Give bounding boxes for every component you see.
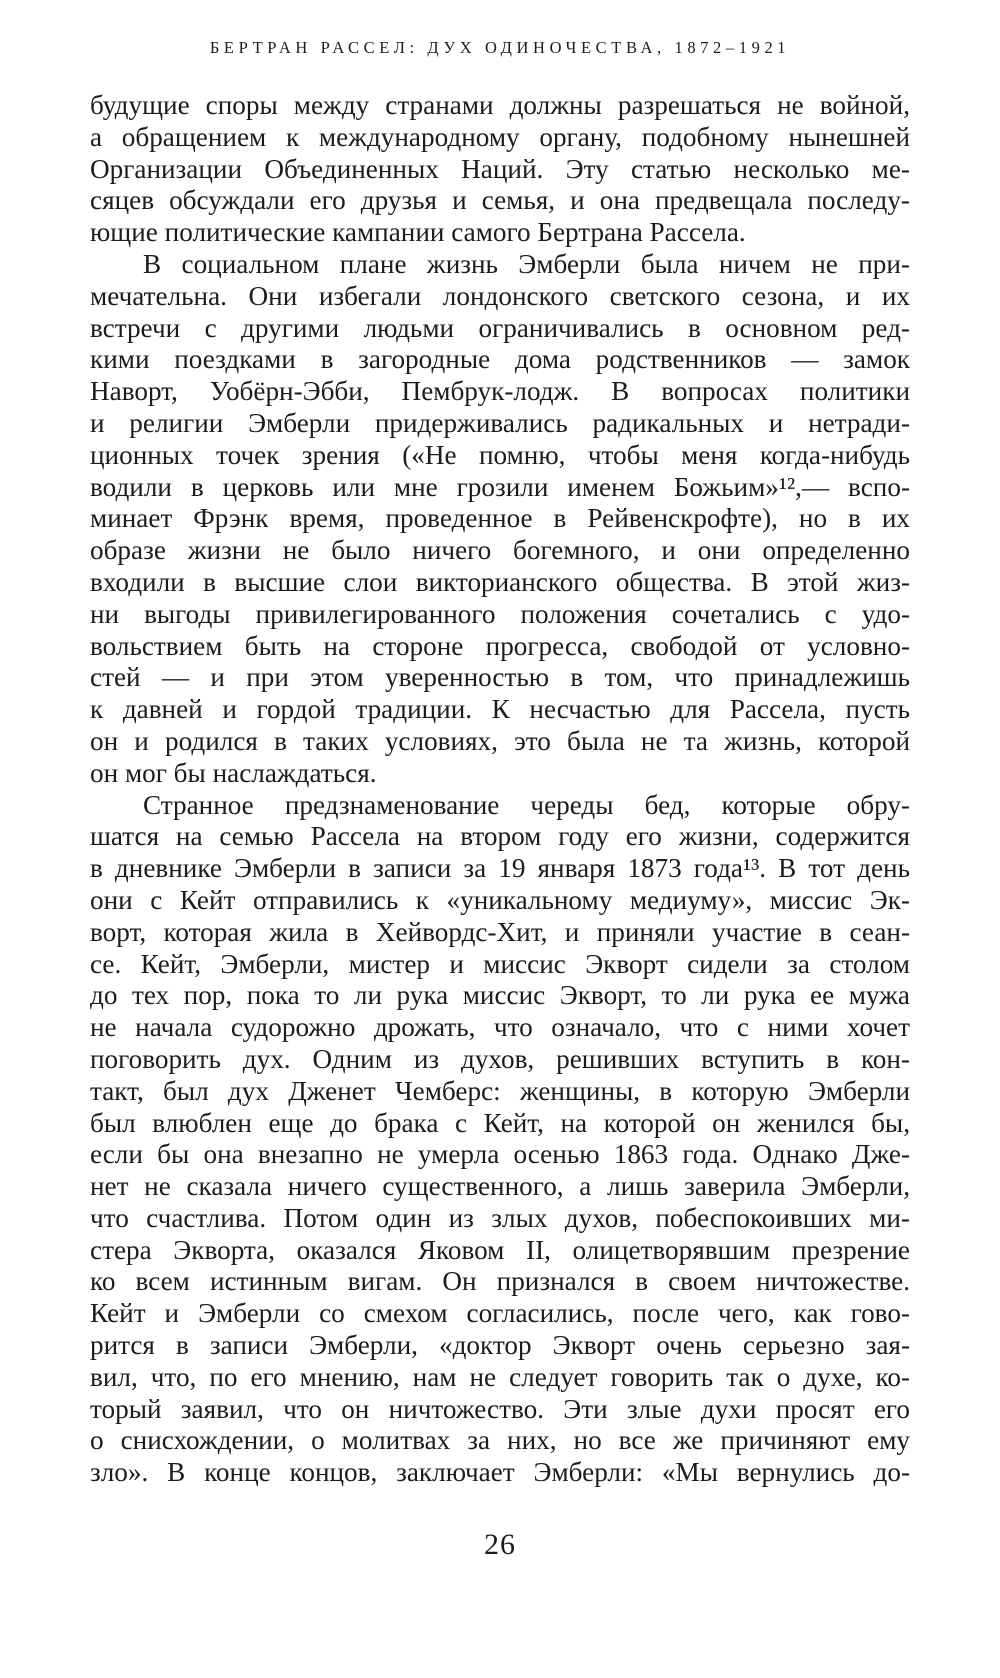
- text-line: В социальном плане жизнь Эмберли была ничем не при-: [143, 248, 910, 279]
- text-line: ющие политические кампании самого Бертрана Рассела.: [90, 217, 746, 248]
- text-line: ворт, которая жила в Хейвордс-Хит, и приняли участие в сеан-: [90, 916, 910, 947]
- text-line: стей — и при этом уверенностью в том, что принадлежишь: [90, 662, 910, 693]
- text-line: поговорить дух. Одним из духов, решивших вступить в кон-: [90, 1043, 910, 1074]
- text-line: к давней и гордой традиции. К несчастью для Рассела, пусть: [90, 694, 910, 725]
- text-line: мечательна. Они избегали лондонского светского сезона, и их: [90, 280, 910, 311]
- text-line: шатся на семью Рассела на втором году его жизни, содержится: [90, 821, 910, 852]
- text-line: и религии Эмберли придерживались радикальных и нетради-: [90, 407, 910, 438]
- text-line: он мог бы наслаждаться.: [90, 757, 377, 788]
- text-line: он и родился в таких условиях, это была не та жизнь, которой: [90, 725, 910, 756]
- text-line: минает Фрэнк время, проведенное в Рейвенскрофте), но в их: [90, 503, 910, 534]
- text-line: в дневнике Эмберли в записи за 19 января 1873 года¹³. В тот день: [90, 853, 910, 884]
- text-line: стера Экворта, оказался Яковом II, олицетворявшим презрение: [90, 1234, 910, 1265]
- running-head: БЕРТРАН РАССЕЛ: ДУХ ОДИНОЧЕСТВА, 1872–1921: [209, 38, 791, 57]
- text-line: ни выгоды привилегированного положения сочетались с удо-: [90, 598, 910, 629]
- text-line: Кейт и Эмберли со смехом согласились, после чего, как гово-: [90, 1298, 910, 1329]
- paragraph-1: [90, 90, 910, 249]
- text-line: Странное предзнаменование череды бед, которые обру-: [143, 789, 910, 820]
- text-line: вольствием быть на стороне прогресса, свободой от условно-: [90, 630, 910, 661]
- text-line: Организации Объединенных Наций. Эту статью несколько ме-: [90, 153, 910, 184]
- text-line: до тех пор, пока то ли рука миссис Экворт, то ли рука ее мужа: [90, 980, 910, 1011]
- text-line: ционных точек зрения («Не помню, чтобы меня когда-нибудь: [90, 439, 910, 470]
- text-line: о снисхождении, о молитвах за них, но все же причиняют ему: [90, 1425, 910, 1456]
- paragraph-2: [90, 249, 910, 790]
- text-line: если бы она внезапно не умерла осенью 1863 года. Однако Дже-: [90, 1139, 910, 1170]
- paragraph-3: [90, 790, 910, 1490]
- text-line: что счастлива. Потом один из злых духов, побеспокоивших ми-: [90, 1202, 910, 1233]
- text-line: рится в записи Эмберли, «доктор Экворт очень серьезно зая-: [90, 1330, 910, 1361]
- text-line: Наворт, Уобёрн-Эбби, Пембрук-лодж. В вопросах политики: [90, 376, 910, 407]
- text-line: был влюблен еще до брака с Кейт, на которой он женился бы,: [90, 1107, 910, 1138]
- text-line: они с Кейт отправились к «уникальному медиуму», миссис Эк-: [90, 884, 910, 915]
- book-page: [90, 0, 910, 1678]
- text-line: се. Кейт, Эмберли, мистер и миссис Экворт сидели за столом: [90, 948, 910, 979]
- text-line: водили в церковь или мне грозили именем Божьим»¹²,— вспо-: [90, 471, 910, 502]
- body-text: [90, 90, 910, 1489]
- text-line: не начала судорожно дрожать, что означало, что с ними хочет: [90, 1012, 910, 1043]
- text-line: будущие споры между странами должны разрешаться не войной,: [90, 90, 910, 120]
- text-line: встречи с другими людьми ограничивались в основном ред-: [90, 312, 910, 343]
- text-line: а обращением к международному органу, подобному нынешней: [90, 121, 910, 152]
- text-line: такт, был дух Дженет Чемберс: женщины, в которую Эмберли: [90, 1075, 910, 1106]
- text-line: нет не сказала ничего существенного, а лишь заверила Эмберли,: [90, 1171, 910, 1202]
- text-line: сяцев обсуждали его друзья и семья, и она предвещала последу-: [90, 185, 910, 216]
- text-line: ко всем истинным вигам. Он признался в своем ничтожестве.: [90, 1266, 910, 1297]
- text-line: кими поездками в загородные дома родственников — замок: [90, 344, 910, 375]
- text-line: образе жизни не было ничего богемного, и они определенно: [90, 535, 910, 566]
- text-line: входили в высшие слои викторианского общества. В этой жиз-: [90, 566, 910, 597]
- text-line: торый заявил, что он ничтожество. Эти злые духи просят его: [90, 1393, 910, 1424]
- text-line: зло». В конце концов, заключает Эмберли: «Мы вернулись до-: [90, 1457, 910, 1488]
- page-number: 26: [484, 1528, 516, 1561]
- text-line: вил, что, по его мнению, нам не следует говорить так о духе, ко-: [90, 1361, 910, 1392]
